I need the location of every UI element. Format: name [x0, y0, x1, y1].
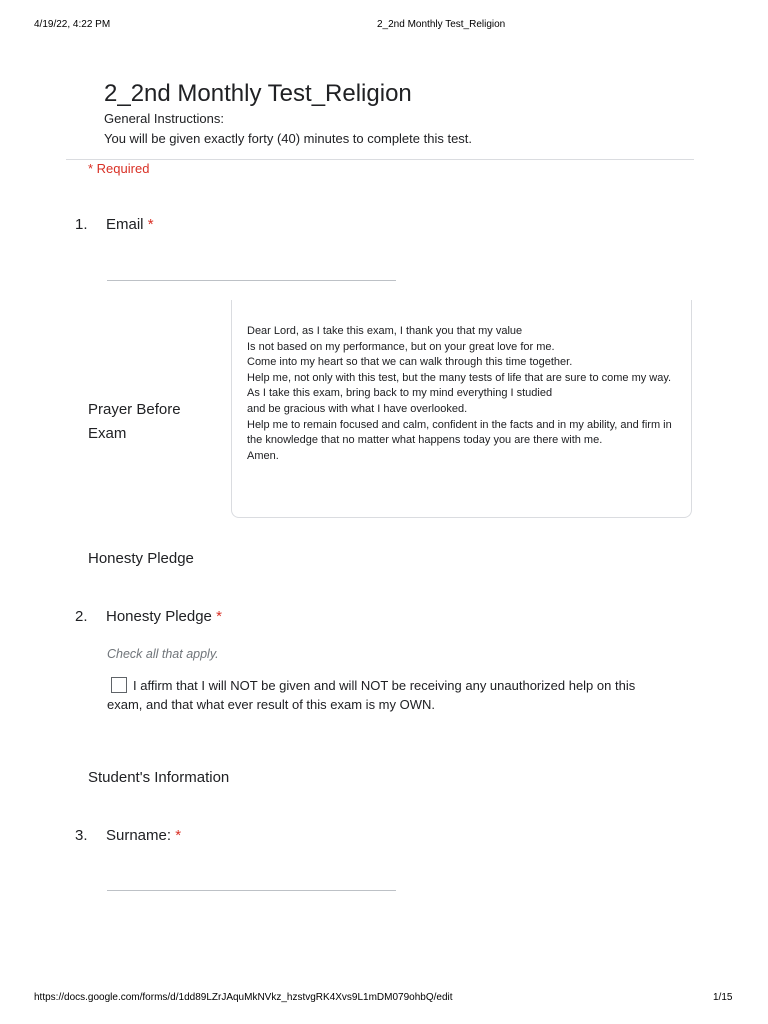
required-asterisk: * [216, 608, 222, 625]
prayer-label: Prayer Before Exam [88, 401, 181, 442]
prayer-line: Help me to remain focused and calm, confident in the facts and in my ability, and firm in the knowledge that no matter what happens today you are there with me. [247, 418, 672, 447]
required-asterisk: * [175, 827, 182, 844]
question-title-honesty-pledge [106, 607, 222, 627]
prayer-line: Amen. [247, 449, 279, 462]
question-title-email [106, 215, 154, 235]
print-page-number: 1/15 [713, 992, 733, 1003]
prayer-line: Is not based on my performance, but on your great love for me. [247, 340, 555, 353]
header-divider [66, 159, 694, 160]
help-text: Check all that apply. [107, 647, 219, 661]
form-title: 2_2nd Monthly Test_Religion [104, 80, 412, 107]
checkbox-option-label: I affirm that I will NOT be given and will NOT be receiving any unauthorized help on this exam, and that what ever result of this exam is my OWN. [107, 678, 636, 712]
print-doc-title: 2_2nd Monthly Test_Religion [377, 19, 506, 30]
required-asterisk: * [147, 216, 154, 233]
section-heading-students-information: Student's Information [88, 769, 230, 786]
question-title-surname [106, 826, 181, 846]
question-title-text: Email [106, 216, 144, 233]
prayer-line: As I take this exam, bring back to my mind everything I studied [247, 387, 553, 400]
prayer-line: Come into my heart so that we can walk through this time together. [247, 356, 573, 369]
question-title-text: Honesty Pledge [106, 608, 212, 625]
print-datetime: 4/19/22, 4:22 PM [34, 19, 111, 30]
question-title-text: Surname: [106, 827, 172, 844]
required-note: * Required [88, 161, 150, 176]
email-field[interactable] [107, 280, 396, 281]
form-description [104, 109, 472, 149]
question-number: 1. [75, 216, 88, 233]
form-description-line: You will be given exactly forty (40) minutes to complete this test. [104, 131, 473, 146]
honesty-pledge-checkbox[interactable] [111, 677, 127, 693]
section-heading-honesty-pledge: Honesty Pledge [88, 550, 194, 567]
prayer-text [247, 324, 679, 464]
prayer-line: Dear Lord, as I take this exam, I thank you that my value [247, 325, 523, 337]
print-url: https://docs.google.com/forms/d/1dd89LZrJAquMkNVkz_hzstvgRK4Xvs9L1mDM079ohbQ/edit [34, 992, 453, 1003]
prayer-line: and be gracious with what I have overlooked. [247, 402, 468, 415]
question-number: 3. [75, 827, 88, 844]
prayer-line: Help me, not only with this test, but the many tests of life that are sure to come my way. [247, 371, 672, 384]
surname-field[interactable] [107, 890, 396, 891]
question-number: 2. [75, 608, 88, 625]
form-description-line: General Instructions: [104, 111, 224, 126]
